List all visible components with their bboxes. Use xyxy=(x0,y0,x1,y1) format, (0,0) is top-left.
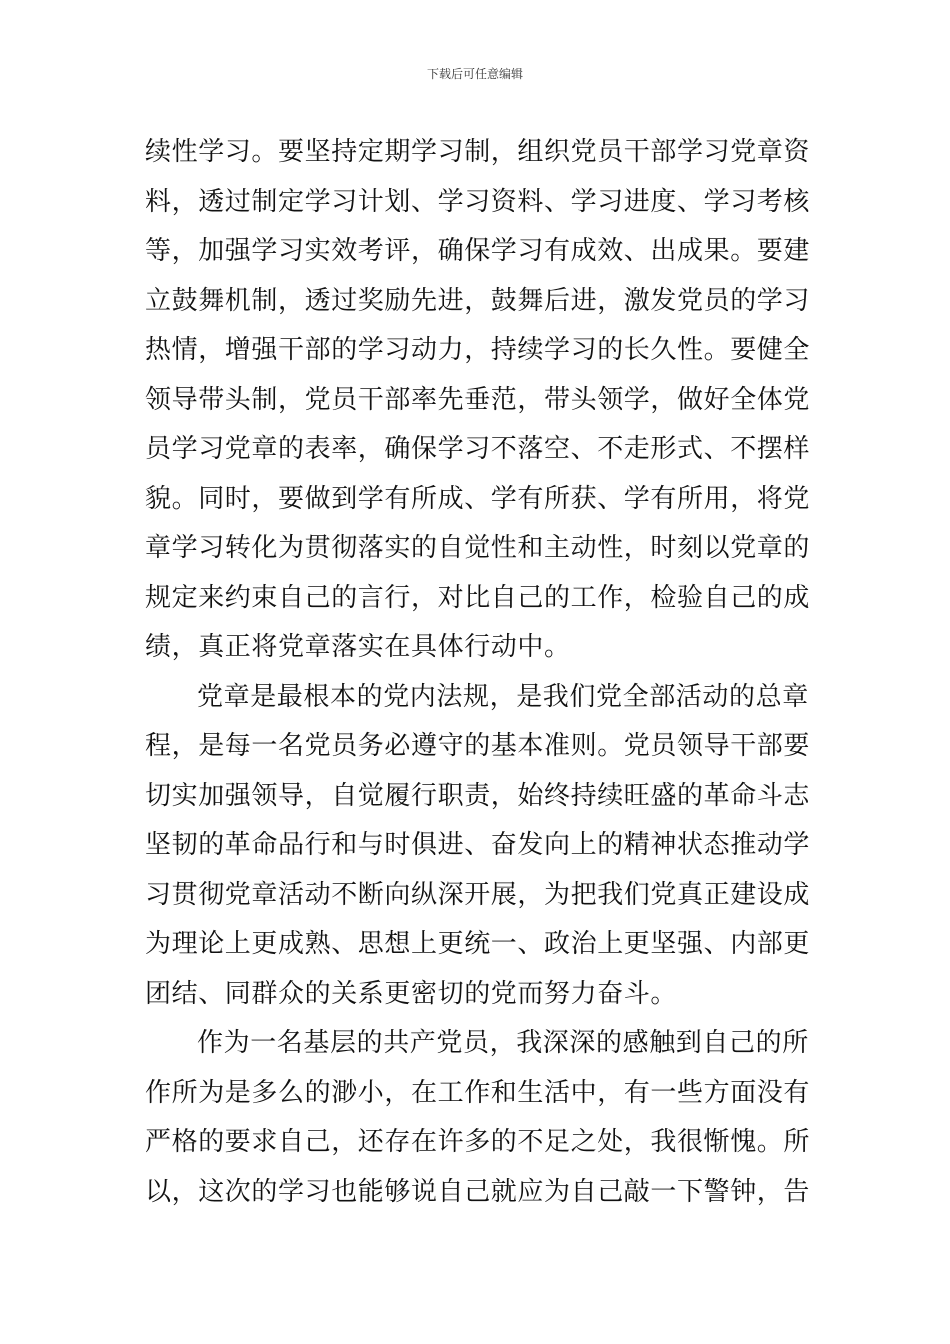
document-body xyxy=(145,128,810,1217)
page-header: 下载后可任意编辑 xyxy=(426,67,523,81)
text-line: 规定来约束自己的言行，对比自己的工作，检验自己的成 xyxy=(145,582,810,613)
text-line: 习贯彻党章活动不断向纵深开展，为把我们党真正建设成 xyxy=(145,879,810,910)
text-line: 程，是每一名党员务必遵守的基本准则。党员领导干部要 xyxy=(145,731,810,761)
text-line: 团结、同群众的关系更密切的党而努力奋斗。 xyxy=(145,978,678,1009)
text-line: 绩，真正将党章落实在具体行动中。 xyxy=(145,632,571,662)
text-line: 立鼓舞机制，透过奖励先进，鼓舞后进，激发党员的学习 xyxy=(145,285,810,316)
text-line: 章学习转化为贯彻落实的自觉性和主动性，时刻以党章的 xyxy=(145,533,810,563)
text-line: 等，加强学习实效考评，确保学习有成效、出成果。要建 xyxy=(145,236,810,266)
text-line: 领导带头制，党员干部率先垂范，带头领学，做好全体党 xyxy=(145,384,810,415)
paragraph-first-line: 党章是最根本的党内法规，是我们党全部活动的总章 xyxy=(197,681,809,712)
text-line: 以，这次的学习也能够说自己就应为自己敲一下警钟，告 xyxy=(145,1176,810,1207)
text-line: 貌。同时，要做到学有所成、学有所获、学有所用，将党 xyxy=(145,483,810,514)
text-line: 坚韧的革命品行和与时俱进、奋发向上的精神状态推动学 xyxy=(145,830,810,860)
text-line: 续性学习。要坚持定期学习制，组织党员干部学习党章资 xyxy=(145,137,810,167)
text-line: 料，透过制定学习计划、学习资料、学习进度、学习考核 xyxy=(145,186,810,217)
text-line: 切实加强领导，自觉履行职责，始终持续旺盛的革命斗志 xyxy=(145,780,810,811)
text-line: 为理论上更成熟、思想上更统一、政治上更坚强、内部更 xyxy=(145,929,810,959)
text-line: 热情，增强干部的学习动力，持续学习的长久性。要健全 xyxy=(145,335,810,365)
text-line: 员学习党章的表率，确保学习不落空、不走形式、不摆样 xyxy=(145,434,810,464)
paragraph-first-line: 作为一名基层的共产党员，我深深的感触到自己的所 xyxy=(197,1028,809,1058)
text-line: 严格的要求自己，还存在许多的不足之处，我很惭愧。所 xyxy=(145,1127,810,1157)
text-line: 作所为是多么的渺小，在工作和生活中，有一些方面没有 xyxy=(145,1077,810,1108)
